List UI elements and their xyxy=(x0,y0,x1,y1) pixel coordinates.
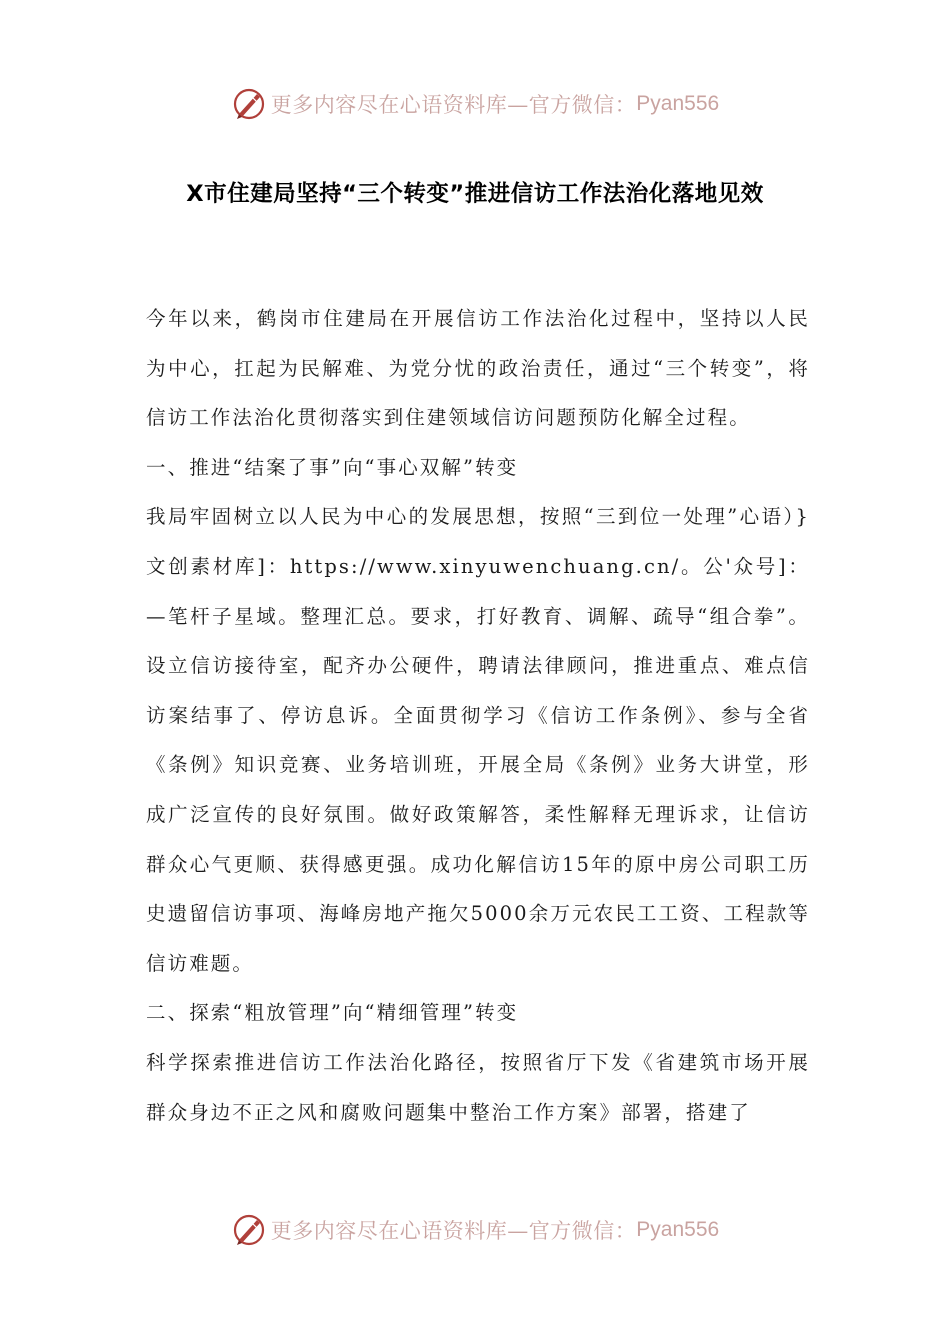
section-heading-2: 二、探索“粗放管理”向“精细管理”转变 xyxy=(146,1001,519,1025)
watermark-text: 更多内容尽在心语资料库—官方微信： xyxy=(270,93,637,117)
paragraph-intro: 今年以来，鹤岗市住建局在开展信访工作法治化过程中，坚持以人民为中心，扛起为民解难、为党分忧的政治责任，通过“三个转变”，将信访工作法治化贯彻落实到住建领域信访问题预防化解全过程。 xyxy=(146,307,810,430)
document-body xyxy=(146,294,810,1137)
paragraph-section-1: 我局牢固树立以人民为中心的发展思想，按照“三到位一处理”心语）}文创素材库]：https://www.xinyuwenchuang.cn/。公'众号]：—笔杆子星域。整理汇总。要求，打好教育、调解、疏导“组合拳”。设立信访接待室，配齐办公硬件，聘请法律顾问，推进重点、难点信访案结事了、停访息诉。全面贯彻学习《信访工作条例》、参与全省《条例》知识竞赛、业务培训班，开展全局《条例》业务大讲堂，形成广泛宣传的良好氛围。做好政策解答，柔性解释无理诉求，让信访群众心气更顺、获得感更强。成功化解信访15年的原中房公司职工历史遗留信访事项、海峰房地产拖欠5000余万元农民工工资、工程款等信访难题。 xyxy=(146,505,810,975)
document-title: X市住建局坚持“三个转变”推进信访工作法治化落地见效 xyxy=(186,181,764,207)
watermark-wechat-id: Pyan556 xyxy=(636,92,720,115)
pen-circle-logo-icon xyxy=(231,1212,267,1248)
pen-circle-logo-icon xyxy=(231,86,267,122)
watermark-text: 更多内容尽在心语资料库—官方微信： xyxy=(270,1219,637,1243)
header-watermark xyxy=(0,82,950,126)
paragraph-section-2: 科学探索推进信访工作法治化路径，按照省厅下发《省建筑市场开展群众身边不正之风和腐败问题集中整治工作方案》部署，搭建了 xyxy=(146,1050,810,1124)
watermark-wechat-id: Pyan556 xyxy=(636,1218,720,1241)
section-heading-1: 一、推进“结案了事”向“事心双解”转变 xyxy=(146,455,519,479)
footer-watermark xyxy=(0,1208,950,1252)
